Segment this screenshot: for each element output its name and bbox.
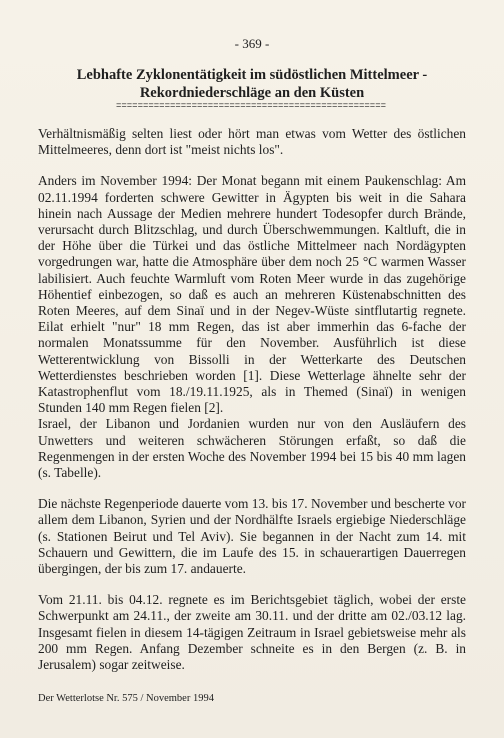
title-underline: ================================================== xyxy=(115,101,387,111)
paragraph-next-period: Die nächste Regenperiode dauerte vom 13. bis 17. November und bescherte vor allem dem Libanon, Syrien und der Nordhälfte Israels ergiebige Niederschläge (s. Stationen Beirut und Tel Aviv). Sie begannen in der Nacht zum 14. mit Schauern und Gewittern, die im Laufe des 15. in schauerartigen Dauerregen übergingen, der bis zum 17. andauerte. xyxy=(38,496,466,577)
page-number: - 369 - xyxy=(234,36,270,51)
paragraph-november: Anders im November 1994: Der Monat begann mit einem Paukenschlag: Am 02.11.1994 forderten schwere Gewitter in Ägypten bis weit in die Sahara hinein nach Aussage der Medien mehrere hundert Todesopfer durch Brände, verursacht durch Blitzschlag, und durch Überschwemmungen. Kaltluft, die in der Höhe über die Türkei und das östliche Mittelmeer nach Nordägypten vorgedrungen war, hatte die Atmosphäre über dem noch 25 °C warmen Wasser labilisiert. Auch feuchte Warmluft vom Roten Meer wurde in das zugehörige Höhentief einbezogen, so daß es auch an mehreren Küstenabschnitten des Roten Meeres, auf dem Sinaï und in der Negev-Wüste sintflutartig regnete. Eilat erhielt "nur" 18 mm Regen, das ist aber immerhin das 6-fache der normalen Monatssumme für den November. Ausführlich ist diese Wetterentwicklung von Bissolli in der Wetterkarte des Deutschen Wetterdienstes beschrieben worden [1]. Diese Wetterlage ähnelte sehr der Katastrophenflut vom 18./19.11.1925, als in Themed (Sinaï) in wenigen Stunden 140 mm Regen fielen [2]. xyxy=(38,173,466,416)
paragraph-late-november: Vom 21.11. bis 04.12. regnete es im Berichtsgebiet täglich, wobei der erste Schwerpunkt am 24.11., der zweite am 30.11. und der dritte am 02./03.12 lag. Insgesamt fielen in diesem 14-tägigen Zeitraum in Israel gebietsweise mehr als 200 mm Regen. Anfang Dezember schneite es in den Bergen (z. B. in Jerusalem) sogar zeitweise. xyxy=(38,592,466,673)
title-line-2: Rekordniederschläge an den Küsten xyxy=(139,85,365,101)
paragraph-intro: Verhältnismäßig selten liest oder hört man etwas vom Wetter des östlichen Mittelmeeres, denn dort ist "meist nichts los". xyxy=(38,126,466,158)
paragraph-israel: Israel, der Libanon und Jordanien wurden nur von den Ausläufern des Unwetters und weiteren schwächeren Störungen erfaßt, so daß die Regenmengen in der ersten Woche des November 1994 bei 15 bis 40 mm lagen (s. Tabelle). xyxy=(38,416,466,481)
title-line-1: Lebhafte Zyklonentätigkeit im südöstlichen Mittelmeer - xyxy=(76,67,428,83)
page-footer: Der Wetterlotse Nr. 575 / November 1994 xyxy=(38,693,214,704)
article-title xyxy=(40,66,464,102)
article-body xyxy=(38,126,466,688)
